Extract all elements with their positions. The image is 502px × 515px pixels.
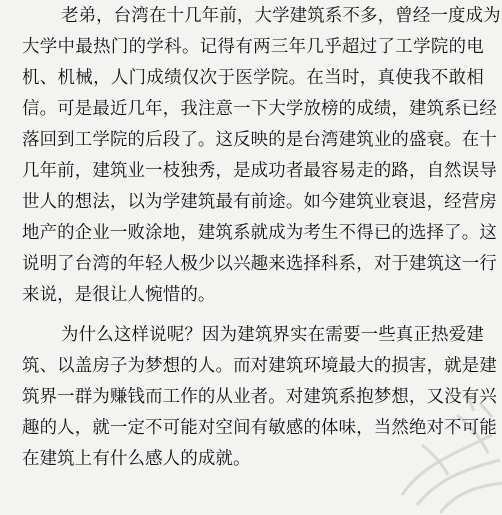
paragraph-1-line-6: 几年前，建筑业一枝独秀，是成功者最容易走的路，自然误导 <box>22 161 497 181</box>
paragraph-2-line-3: 筑界一群为赚钱而工作的从业者。对建筑系抱梦想，又没有兴 <box>22 387 497 407</box>
paragraph-1-line-1: 老弟，台湾在十几年前，大学建筑系不多，曾经一度成为 <box>61 6 501 26</box>
paragraph-2-line-2: 筑、以盖房子为梦想的人。而对建筑环境最大的损害，就是建 <box>22 356 497 376</box>
paragraph-2-line-1: 为什么这样说呢？因为建筑界实在需要一些真正热爱建 <box>61 325 484 345</box>
paragraph-1-line-10: 来说，是很让人惋惜的。 <box>22 285 216 305</box>
paragraph-1-line-4: 信。可是最近几年，我注意一下大学放榜的成绩，建筑系已经 <box>22 99 497 119</box>
paragraph-1-line-9: 说明了台湾的年轻人极少以兴趣来选择科系，对于建筑这一行 <box>22 254 497 274</box>
paragraph-1-line-3: 机、机械，人门成绩仅次于医学院。在当时，真使我不敢相 <box>22 68 484 88</box>
paragraph-1-line-5: 落回到工学院的后段了。这反映的是台湾建筑业的盛衰。在十 <box>22 130 497 150</box>
paragraph-1-line-8: 地产的企业一败涂地，建筑系就成为考生不得已的选择了。这 <box>22 223 497 243</box>
paragraph-1-line-7: 世人的想法，以为学建筑最有前途。如今建筑业衰退，经营房 <box>22 192 497 212</box>
paragraph-2-line-4: 趣的人，就一定不可能对空间有敏感的体味，当然绝对不可能 <box>22 418 497 438</box>
paragraph-2-line-5: 在建筑上有什么感人的成就。 <box>22 449 251 469</box>
paragraph-1-line-2: 大学中最热门的学科。记得有两三年几乎超过了工学院的电 <box>22 37 484 57</box>
